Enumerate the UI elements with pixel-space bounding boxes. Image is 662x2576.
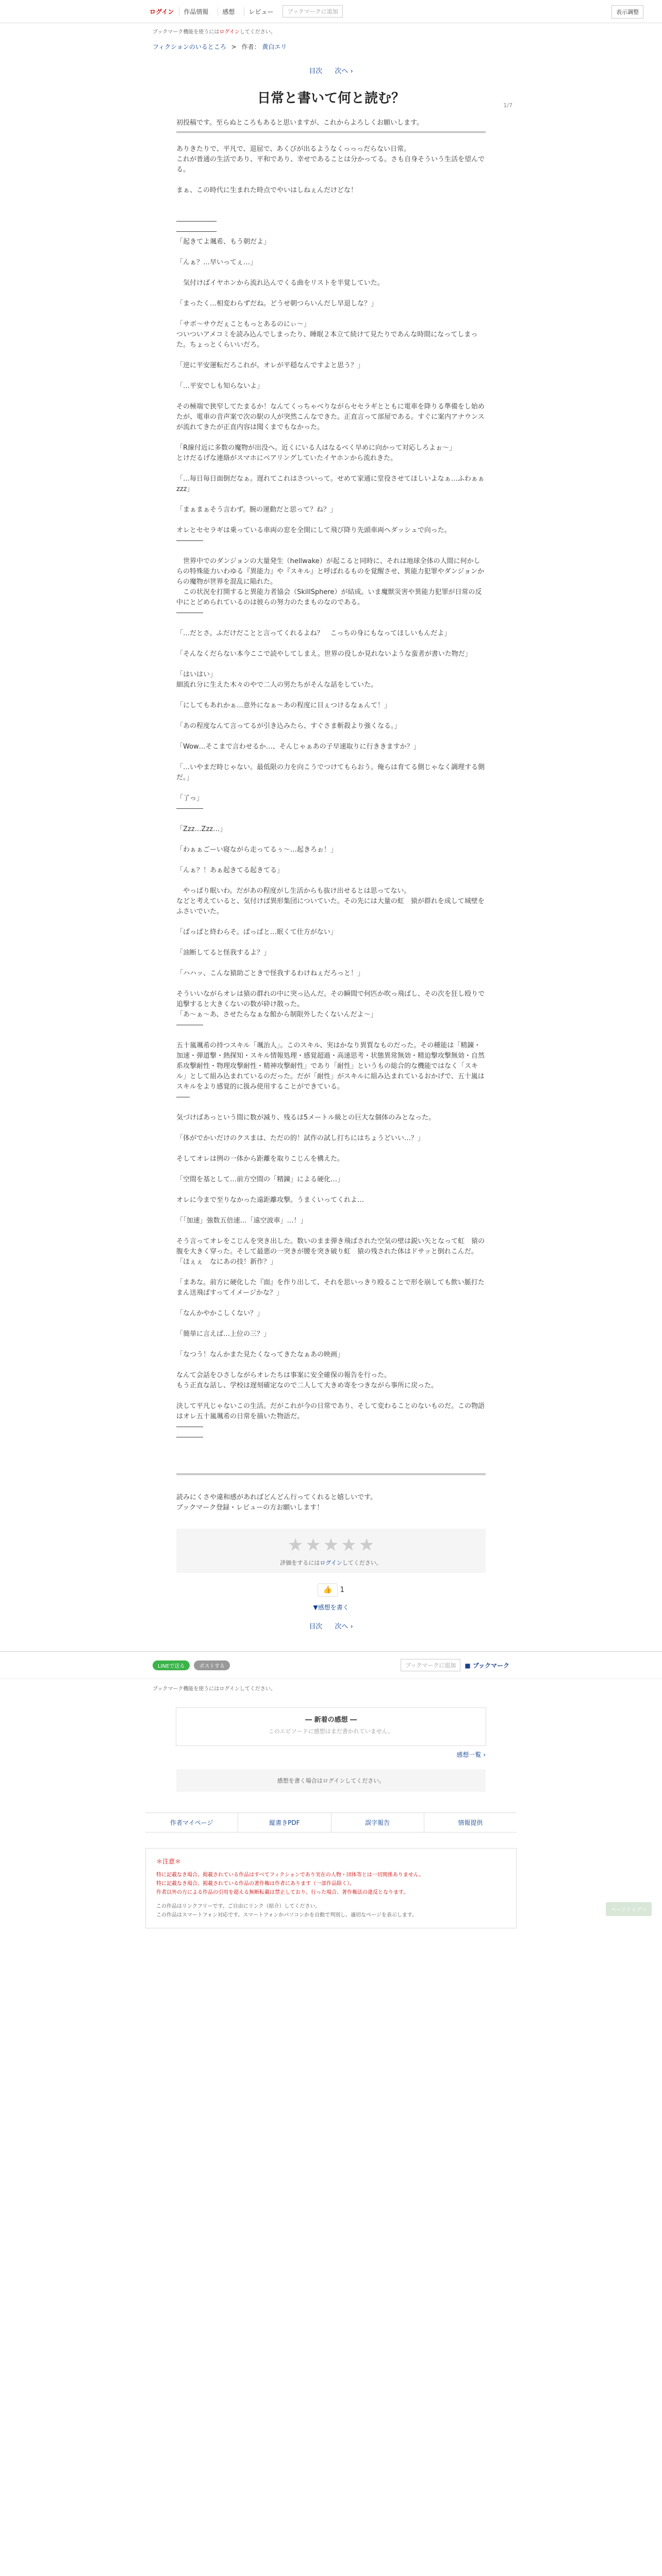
novel-line: 「…いやまだ時じゃない。最低限の力を向こうでつけてもらおう。俺らは育てる側じゃなく調理する側だ。」	[176, 764, 485, 782]
novel-line: これが普通の生活であり、平和であり、幸せであることは分かってる。さも自身そういう生活を望んでる。	[176, 156, 485, 174]
novel-line	[176, 1123, 486, 1133]
reviews-link[interactable]: レビュー	[244, 7, 277, 16]
novel-line: もう正直な話し、学校は遅刻確定なので二人して大きめ寄をつきながら事所に戻った。	[176, 1382, 438, 1389]
comments-link[interactable]: 感想	[218, 7, 239, 16]
share-bar	[0, 1651, 662, 1679]
rating-box	[176, 1529, 486, 1573]
novel-body	[176, 144, 486, 1443]
afterword-line: ブックマーク登録・レビューの方お願いします！	[176, 1504, 324, 1512]
author-link[interactable]: 黄白エリ	[262, 43, 287, 50]
preface-text: 初投稿です。至らぬところもあると思いますが、これからよろしくお願いします。	[176, 119, 423, 127]
novel-line: 「簡単に言えば…上位の三？」	[176, 1330, 271, 1338]
novel-line: オレに今まで至りなかった遠距離攻撃。うまくいってくれよ…	[176, 1196, 365, 1204]
thumbs-up-icon[interactable]: 👍	[318, 1583, 338, 1597]
novel-content	[176, 118, 486, 1513]
bookmark-notice: ブックマーク機能を使うにはログインしてください。	[153, 29, 276, 35]
novel-line	[176, 1103, 486, 1113]
afterword	[176, 1493, 486, 1513]
bookmark-notice-bottom: ブックマーク機能を使うにはログインしてください。	[153, 1686, 276, 1692]
novel-line: まぁ、この時代に生まれた時点でやいはしねぇんだけどな！	[176, 187, 358, 194]
caution-note: この作品はスマートフォン対応です。スマートフォンかパソコンかを自動で判別し、適切なページを表示します。	[156, 1912, 417, 1918]
vertical-pdf-link[interactable]: 縦書きPDF	[238, 1813, 330, 1832]
latest-reviews-box	[176, 1707, 486, 1746]
novel-line	[176, 196, 486, 206]
latest-reviews-title: ― 新着の感想 ―	[305, 1716, 357, 1724]
novel-line: オレとセセラギは乗っている車両の窓を全開にして飛び降り先頭車両へダッシュで向った。	[176, 527, 451, 534]
novel-line	[176, 1144, 486, 1154]
novel-line	[176, 1226, 486, 1236]
rating-login-link[interactable]: ログイン	[320, 1560, 342, 1566]
like-count: 1	[340, 1586, 345, 1594]
novel-line	[176, 958, 486, 969]
works-info-link[interactable]: 作品情報	[179, 7, 212, 16]
novel-line: 「ほぇぇ なにあの技！新作？」	[176, 1258, 277, 1266]
novel-line	[176, 175, 486, 185]
afterword-divider	[176, 1473, 486, 1475]
novel-line: 気付けばイヤホンから流れ込んでくる曲をリストを半覚していた。	[176, 279, 384, 287]
novel-line	[176, 1319, 486, 1329]
novel-line	[176, 1391, 486, 1401]
novel-line: 「にしてもあれかぁ…意外になぁ～あの程度に目ぇつけるなぁんて！」	[176, 702, 391, 709]
novel-line: 「体がでかいだけのクスまは、ただの的！試作の試し打ちにはちょうどいい…？」	[176, 1134, 424, 1142]
star-icon[interactable]: ★	[287, 1535, 304, 1555]
novel-line: 「なつう！なんかまた見たくなってきたなぁあの映画」	[176, 1351, 344, 1359]
chapter-title: 日常と書いて何と読む？	[257, 91, 405, 106]
write-review-link[interactable]: ▼感想を書く	[313, 1604, 349, 1611]
novel-line: などと考えていると、気付けば異形集団についていた。その先には大量の虹 猿が群れを成して城壁をふさいでいた。	[176, 897, 485, 916]
review-login-hint: 感想を書く場合はログインしてください。	[176, 1769, 486, 1792]
display-settings-button[interactable]: 表示調整	[611, 5, 643, 19]
novel-line: なんて会話をひさしながらオレたちは事案に安全確保の報告を行った。	[176, 1371, 391, 1379]
novel-line	[176, 1164, 486, 1175]
info-report-link[interactable]: 情報提供	[424, 1813, 517, 1832]
notice-login-link[interactable]: ログイン	[219, 29, 240, 35]
novel-line: 「ぱっぱと終わらそ。ぱっぱと…眠くて仕方がない」	[176, 928, 337, 936]
novel-line	[176, 1206, 486, 1216]
novel-line: 「わぁぁごーい寝ながら走ってるぅ～…起きろぉ！」	[176, 846, 337, 854]
novel-line	[176, 1298, 486, 1309]
novel-line: ――	[176, 1093, 190, 1101]
novel-line: 「んぁ？…早いってぇ…」	[176, 259, 257, 266]
bookmark-add-button-bottom[interactable]: ブックマークに追加	[401, 1659, 460, 1671]
episode-nav-top	[0, 65, 662, 75]
star-icon[interactable]: ★	[341, 1535, 357, 1555]
novel-line: 「ハハッ、こんな猿助ごときで怪我するわけねぇだろっと！」	[176, 970, 365, 977]
novel-line	[176, 639, 486, 649]
novel-line: 五十嵐颯希の持つスキル「颯治人」。このスキル、実はかなり異質なものだった。その種能は「精錬・加速・弾道撃・熱探知・スキル情報処理・感覚超過・高速思考・状態異常無効・精迫撃攻撃無効・自然系攻撃耐性・物理攻撃耐性・精神攻撃耐性」であり「耐性」というもの総合的な機能ではなく「スキル」として組み込まれているのだった。だが「耐性」がスキルに組み込まれているおかげで、五十嵐はスキルをより感覚的に扱み使用することができている。	[176, 1042, 485, 1091]
novel-line: ――――	[176, 1021, 203, 1029]
afterword-line: 読みにくさや違和感があればどんどん行ってくれると嬉しいです。	[176, 1494, 377, 1501]
novel-line	[176, 464, 486, 474]
novel-line: 「んぁ？！あぁ起きてる起きてる」	[176, 867, 284, 874]
novel-line: とけだるげな連絡がスマホにベアリングしていたイヤホンから流れきた。	[176, 454, 397, 462]
novel-line: 「まあな。前方に硬化した『面』を作り出して、それを思いっきり殴ることで形を崩しても飲い脈打たまん送飛ばすってイメージかな？」	[176, 1279, 485, 1297]
novel-line	[176, 433, 486, 443]
novel-line: ――――――	[176, 217, 217, 225]
novel-line: 「あ～ぁ～あ、させたらなぁな館から制限外したくないんだよ～」	[176, 1011, 377, 1019]
next-link-bottom[interactable]: 次へ ›	[335, 1623, 353, 1631]
breadcrumb: フィクションのいるところ > 作者： 黄白エリ	[153, 43, 287, 50]
novel-line	[176, 690, 486, 701]
novel-line	[176, 1360, 486, 1370]
novel-line: 気づけばあっという間に数が減り、残るは5メートル級との巨大な個体のみとなった。	[176, 1114, 436, 1122]
novel-line: 「了っ」	[176, 794, 204, 802]
novel-line: 「…毎日毎日面倒だなぁ。遅れてこれはさついって。せめて家通に堂役させてほしいよなぁ…ふわぁぁzzz」	[176, 475, 485, 493]
rating-stars[interactable]	[176, 1535, 486, 1555]
novel-line: そしてオレは例の一体から距離を取りこじんを構えた。	[176, 1155, 344, 1163]
novel-line: ――――	[176, 1423, 203, 1431]
novel-line: そういいながらオレは猿の群れの中に突っ込んだ。その瞬間で何匹か吹っ飛ばし、その次を狂し殴りで追撃すると大きくないの数が砕け散った。	[176, 990, 485, 1008]
novel-line: ありきたりで、平凡で、退屈で、あくびが出るようなくっっっだらない日常。	[176, 145, 410, 153]
novel-line: ――――――	[176, 228, 217, 235]
novel-line	[176, 247, 486, 258]
novel-line: やっぱり眠いわ。だがあの程度がし生活からも抜け出せるとは思ってない。	[176, 887, 411, 895]
novel-line: 「Wow…そこまで言わせるか…、そんじゃぁあの子早速取りに行ききますか？」	[176, 743, 420, 751]
novel-line	[176, 495, 486, 505]
novel-line	[176, 752, 486, 762]
post-share-button[interactable]: ポストする	[194, 1660, 230, 1670]
novel-line	[176, 309, 486, 319]
footer-links	[145, 1812, 517, 1833]
caution-line: 特に記載なき場合、掲載されている作品の著作権は作者にあります（一部作品除く）。	[156, 1881, 355, 1887]
reviews-more-link-wrap	[176, 1750, 486, 1759]
novel-line: ――――	[176, 805, 203, 812]
novel-line	[176, 979, 486, 989]
novel-line: 世界中でのダンジョンの大量発生（hellwake）が起こると同時に、それは地球全体の人間に何かしらの特殊能力いわゆる『異能力』や『スキル』と呼ばれるものを覚醒させ、異能力犯罪やダンジョンからの魔物が世界を混乱に陥れた。	[176, 557, 485, 586]
top-navigation	[0, 0, 662, 23]
novel-line	[176, 371, 486, 381]
novel-line: 「R線付近に多数の魔物が出没へ。近くにいる人はなるべく早めに向かって対応しろよぉ～」	[176, 444, 456, 452]
novel-line	[176, 938, 486, 948]
line-share-button[interactable]: LINEで送る	[153, 1660, 190, 1670]
novel-line	[176, 268, 486, 278]
novel-line: 「はいはい」	[176, 671, 217, 679]
rating-hint: 評価をするにはログインしてください。	[280, 1560, 382, 1566]
typo-report-link[interactable]: 誤字報告	[331, 1813, 424, 1832]
preface-divider	[176, 131, 486, 133]
novel-line	[176, 350, 486, 361]
novel-line: 「サボ～サウだぇこともっとあるのにぃ～」	[176, 320, 310, 328]
caution-title: ＊注意＊	[156, 1858, 181, 1865]
series-title-link[interactable]: フィクションのいるところ	[153, 43, 226, 50]
novel-line: 「Zzz…Zzz…」	[176, 825, 227, 833]
reviews-more-link[interactable]: 感想一覧 ›	[456, 1751, 486, 1758]
novel-line: そう言ってオレをこじんを突き出した。数いのまま弾き飛ばされた空気の壁は鋭い矢となって虹 猿の腹を大きく穿った。そして最悪の一突きが腰を突き破り虹 猿の残された体はドサッと倒れこんだ。	[176, 1238, 485, 1256]
novel-line: 「なんかやかこしくない？」	[176, 1310, 264, 1317]
novel-line	[176, 1267, 486, 1278]
star-icon[interactable]: ★	[358, 1535, 375, 1555]
page-number: 1/7	[503, 102, 512, 109]
caution-line: 特に記載なき場合、掲載されている作品はすべてフィクションであり実在の人物・団体等とは一切関係ありません。	[156, 1872, 424, 1878]
novel-line: 決して平凡じゃないこの生活。だがこれが今の日常であり、そして変わることのないものだ。この物語はオレ五十嵐颯希の日常を描いた物語だ。	[176, 1402, 485, 1420]
scroll-to-top-button[interactable]: ページトップへ	[606, 1902, 652, 1916]
novel-line: 「「加速」強数五倍速…「遠空波車」…！」	[176, 1217, 307, 1225]
star-icon[interactable]: ★	[305, 1535, 321, 1555]
novel-line	[176, 855, 486, 866]
episode-nav-bottom	[0, 1621, 662, 1631]
novel-line	[176, 876, 486, 886]
novel-line	[176, 917, 486, 927]
novel-line: 「空間を基として…前方空間の「精錬」による硬化…」	[176, 1176, 344, 1183]
novel-line	[176, 1340, 486, 1350]
novel-line: 「まったく…相変わらずだね。どうせ朝つらいんだし早退しな？」	[176, 300, 378, 308]
login-link[interactable]: ログイン	[150, 8, 174, 15]
novel-line	[176, 1185, 486, 1195]
novel-line	[176, 206, 486, 216]
star-icon[interactable]: ★	[323, 1535, 339, 1555]
index-link-bottom[interactable]: 目次	[309, 1623, 323, 1631]
novel-line: 「起きてよ颯希、もう朝だよ」	[176, 238, 271, 246]
index-link[interactable]: 目次	[309, 67, 323, 75]
novel-line: ついついアメコミを読み込んでしまったり、睡眠２本立て続けて見たりであんな時間になってしまった。ちょっとくらいいだろ。	[176, 331, 478, 349]
novel-line: 細流れ分に生えた木々のやで二人の男たちがそんな話をしていた。	[176, 681, 378, 689]
novel-line: 「…だとさ。ふだけだことと言ってくれるよね？ こっちの身にもなってほしいもんだよ」	[176, 630, 451, 637]
bookmark-add-button[interactable]: ブックマークに追加	[283, 5, 342, 18]
novel-line	[176, 659, 486, 670]
novel-line: ――――	[176, 537, 203, 545]
caution-box	[145, 1848, 517, 1928]
novel-line: 「あの程度なんて言ってるが引き込みたら、すぐさま斬殺より強くなる。」	[176, 722, 401, 730]
next-link[interactable]: 次へ ›	[335, 67, 353, 75]
novel-line	[176, 618, 486, 629]
novel-line: ――――	[176, 1433, 203, 1441]
novel-line	[176, 835, 486, 845]
author-mypage-link[interactable]: 作者マイページ	[170, 1819, 213, 1826]
caution-note: この作品はリンクフリーです。ご自由にリンク（紹介）してください。	[156, 1904, 321, 1909]
novel-line	[176, 515, 486, 526]
novel-line	[176, 814, 486, 824]
novel-line: 「…平安でしも知らないよ」	[176, 382, 264, 390]
caution-line: 作者以外の方による作品の引用を超える無断転載は禁止しており、行った場合、著作権法の違反となります。	[156, 1890, 409, 1895]
novel-line: 「そんなくだらない本今ここで読やしてしまえ。世界の役しか見れないような蛮者が書いた物だ」	[176, 650, 472, 658]
author-label: 作者：	[241, 43, 260, 50]
bookmark-link[interactable]: ■ ブックマーク	[465, 1662, 509, 1669]
novel-line: この状況を打開すると異能力者協会（SkillSphere）が結成。いま魔獣災害や異能力犯罪が日常の反中にとどめられているのは彼らの努力のたまものなのである。	[176, 588, 482, 606]
novel-line: 「まぁまぁそう言わず。腕の運動だと思って？ね？」	[176, 506, 337, 514]
novel-line	[176, 392, 486, 402]
novel-line: 「油断してると怪我するよ？」	[176, 949, 271, 957]
novel-line	[176, 546, 486, 556]
novel-line	[176, 783, 486, 793]
novel-line	[176, 289, 486, 299]
like-section	[0, 1583, 662, 1612]
novel-line: その極端で狭窄してたまるか！なんてくっちゃべりながらセセラギとともに電車を降りる準備をし始めたが、電車の音声案で次の駅の人が突然こんなできた。正直言って部屋である。すぐに案内アナウンスが流れてきたが正直内容は聞くまでもなかった。	[176, 403, 485, 431]
latest-reviews-empty: このエピソードに感想はまだ書かれていません。	[268, 1728, 394, 1735]
novel-line: ――――	[176, 609, 203, 617]
novel-line	[176, 1030, 486, 1041]
novel-line: 「逆に平安運転だろこれが。オレが平穏なんですよと思う？」	[176, 362, 365, 369]
novel-line	[176, 732, 486, 742]
novel-line	[176, 711, 486, 721]
